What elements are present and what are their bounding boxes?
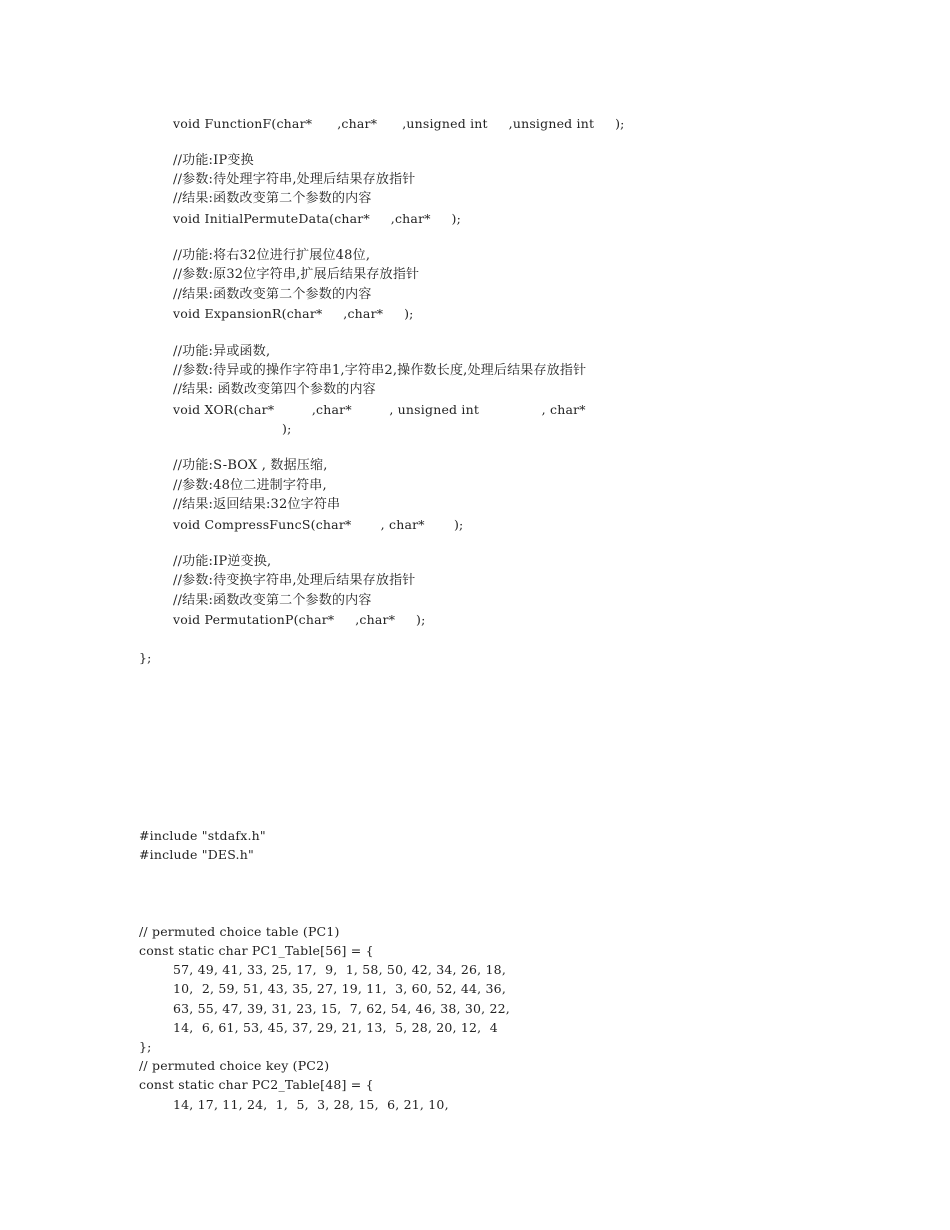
pc2-table-row: 14, 17, 11, 24, 1, 5, 3, 28, 15, 6, 21, 10, xyxy=(173,1097,449,1112)
code-line-xor-close: ); xyxy=(282,421,292,436)
comment-line-expansion-function: //功能:将右32位进行扩展位48位, xyxy=(173,248,371,263)
comment-line-pc1: // permuted choice table (PC1) xyxy=(139,924,340,939)
code-line-expansion-r: void ExpansionR(char* ,char* ); xyxy=(173,306,414,321)
comment-line-ip-inverse-result: //结果:函数改变第二个参数的内容 xyxy=(173,593,372,608)
comment-line-pc2: // permuted choice key (PC2) xyxy=(139,1058,330,1073)
comment-line-ip-inverse-params: //参数:待变换字符串,处理后结果存放指针 xyxy=(173,573,416,588)
comment-line-expansion-result: //结果:函数改变第二个参数的内容 xyxy=(173,287,372,302)
code-line-pc1-end: }; xyxy=(139,1039,152,1054)
comment-line-sbox-function: //功能:S-BOX , 数据压缩, xyxy=(173,458,328,473)
comment-line-xor-result: //结果: 函数改变第四个参数的内容 xyxy=(173,382,376,397)
pc1-table-row: 10, 2, 59, 51, 43, 35, 27, 19, 11, 3, 60, 52, 44, 36, xyxy=(173,981,507,996)
comment-line-ip-result: //结果:函数改变第二个参数的内容 xyxy=(173,191,372,206)
comment-line-expansion-params: //参数:原32位字符串,扩展后结果存放指针 xyxy=(173,267,420,282)
code-line-xor: void XOR(char* ,char* , unsigned int , char* xyxy=(173,402,586,417)
comment-line-xor-function: //功能:异或函数, xyxy=(173,344,271,359)
pc1-table-row: 14, 6, 61, 53, 45, 37, 29, 21, 13, 5, 28, 20, 12, 4 xyxy=(173,1020,498,1035)
code-line-compress-func-s: void CompressFuncS(char* , char* ); xyxy=(173,517,464,532)
code-line-permutation-p: void PermutationP(char* ,char* ); xyxy=(173,612,426,627)
code-line-pc1-declaration: const static char PC1_Table[56] = { xyxy=(139,943,374,958)
code-line-functionf: void FunctionF(char* ,char* ,unsigned int ,unsigned int ); xyxy=(173,116,625,131)
comment-line-xor-params: //参数:待异或的操作字符串1,字符串2,操作数长度,处理后结果存放指针 xyxy=(173,363,587,378)
pc1-table-row: 57, 49, 41, 33, 25, 17, 9, 1, 58, 50, 42, 34, 26, 18, xyxy=(173,962,507,977)
comment-line-ip-inverse-function: //功能:IP逆变换, xyxy=(173,554,272,569)
comment-line-ip-function: //功能:IP变换 xyxy=(173,153,254,168)
include-des: #include "DES.h" xyxy=(139,847,254,862)
pc1-table-row: 63, 55, 47, 39, 31, 23, 15, 7, 62, 54, 46, 38, 30, 22, xyxy=(173,1001,510,1016)
comment-line-sbox-params: //参数:48位二进制字符串, xyxy=(173,478,327,493)
code-line-pc2-declaration: const static char PC2_Table[48] = { xyxy=(139,1077,374,1092)
comment-line-ip-params: //参数:待处理字符串,处理后结果存放指针 xyxy=(173,172,416,187)
code-line-initial-permute: void InitialPermuteData(char* ,char* ); xyxy=(173,211,462,226)
comment-line-sbox-result: //结果:返回结果:32位字符串 xyxy=(173,497,341,512)
include-stdafx: #include "stdafx.h" xyxy=(139,828,266,843)
code-line-class-end: }; xyxy=(139,650,152,665)
